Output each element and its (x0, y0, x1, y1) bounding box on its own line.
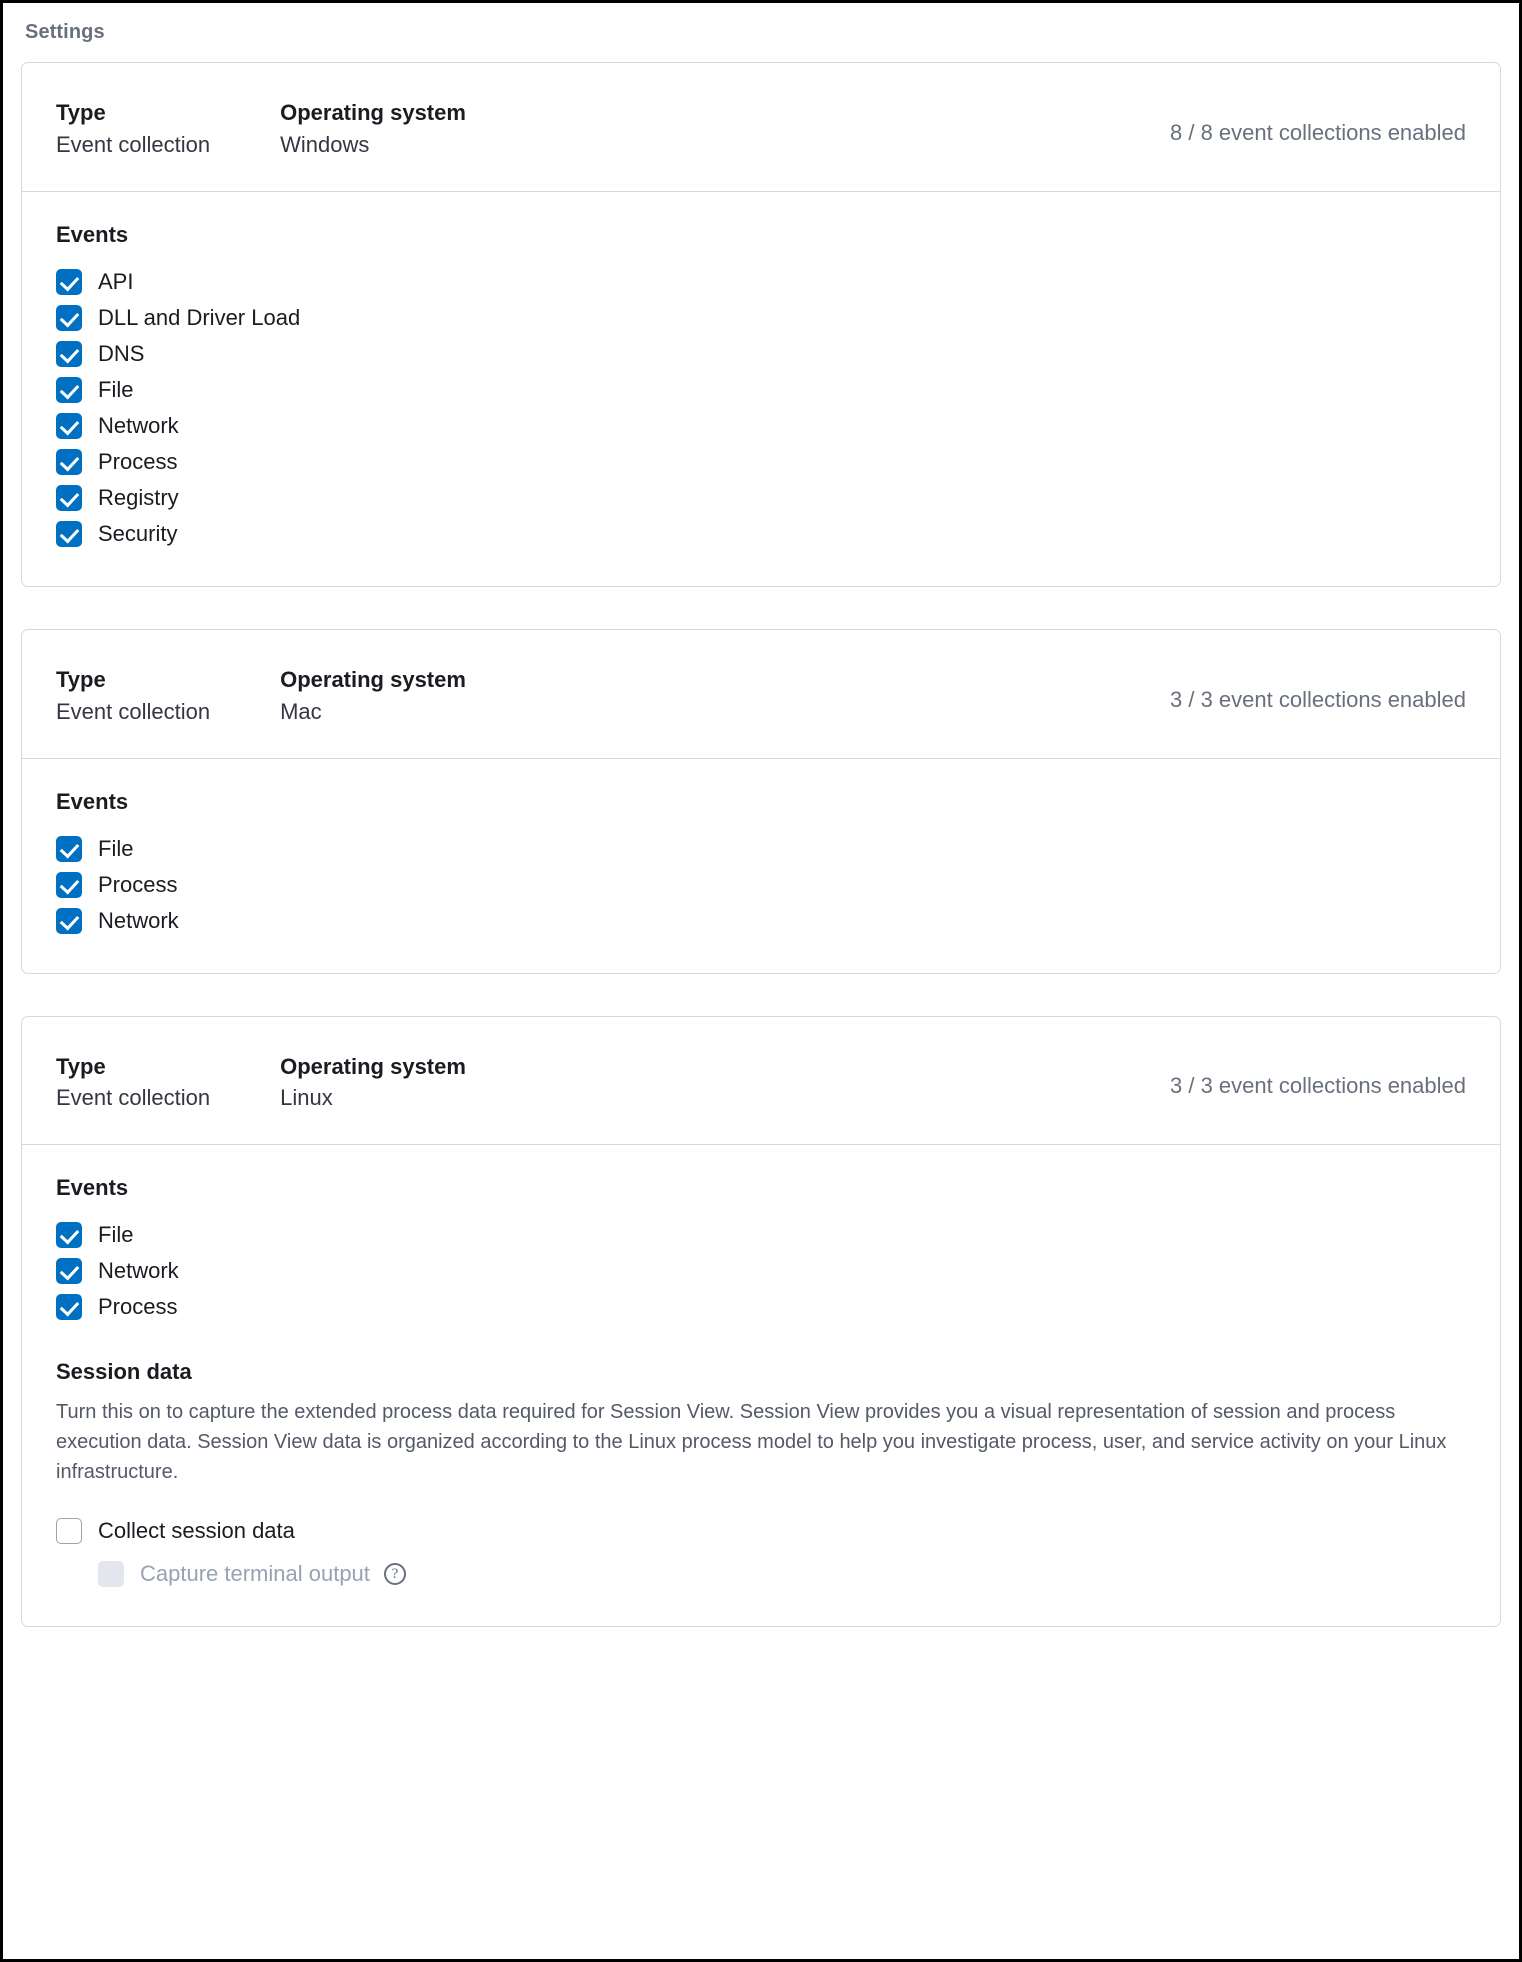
event-checkbox-row[interactable] (56, 903, 1466, 939)
event-label: Process (98, 1294, 178, 1320)
session-data-description: Turn this on to capture the extended process data required for Session View. Session View provides you a visual representation of session and process execution data. Session View data is organized according to the Linux process model to help you investigate process, user, and service activity on your Linux infrastructure. (56, 1401, 1447, 1484)
checkbox-checked-icon[interactable] (56, 1222, 82, 1248)
checkbox-checked-icon[interactable] (56, 413, 82, 439)
checkbox-checked-icon[interactable] (56, 377, 82, 403)
event-label: Network (98, 1258, 179, 1284)
panel-header (22, 63, 1500, 192)
event-label: File (98, 376, 134, 402)
checkbox-checked-icon[interactable] (56, 872, 82, 898)
panel-body (22, 192, 1500, 586)
type-value: Event collection (56, 131, 211, 157)
os-label: Operating system (280, 1053, 466, 1079)
collect-session-data-label: Collect session data (98, 1518, 295, 1544)
event-checkbox-row[interactable] (56, 1289, 1466, 1325)
panel-body (22, 759, 1500, 973)
checkbox-checked-icon[interactable] (56, 305, 82, 331)
os-label: Operating system (280, 666, 466, 692)
event-collection-panel-linux (21, 1016, 1501, 1628)
checkbox-checked-icon[interactable] (56, 521, 82, 547)
type-value: Event collection (56, 698, 211, 724)
event-checkbox-row[interactable] (56, 480, 1466, 516)
event-checkbox-row[interactable] (56, 264, 1466, 300)
checkbox-checked-icon[interactable] (56, 1294, 82, 1320)
event-label: Network (98, 907, 179, 933)
os-value: Linux (280, 1085, 333, 1111)
event-checkbox-row[interactable] (56, 1217, 1466, 1253)
event-collection-panel-mac (21, 629, 1501, 974)
checkbox-disabled-icon (98, 1561, 124, 1587)
event-collection-panel-windows (21, 62, 1501, 587)
type-value: Event collection (56, 1085, 211, 1111)
event-label: API (98, 268, 134, 294)
checkbox-checked-icon[interactable] (56, 836, 82, 862)
checkbox-checked-icon[interactable] (56, 341, 82, 367)
checkbox-checked-icon[interactable] (56, 449, 82, 475)
checkbox-checked-icon[interactable] (56, 485, 82, 511)
collect-session-data-row[interactable] (56, 1513, 1466, 1549)
capture-terminal-output-row (56, 1549, 1466, 1592)
os-meta (280, 1051, 466, 1115)
type-meta (56, 97, 210, 161)
type-label: Type (56, 1053, 106, 1079)
event-checkbox-row[interactable] (56, 444, 1466, 480)
type-meta (56, 1051, 210, 1115)
os-value: Windows (280, 131, 370, 157)
event-label: File (98, 835, 134, 861)
checkbox-checked-icon[interactable] (56, 908, 82, 934)
type-label: Type (56, 100, 106, 125)
events-heading: Events (56, 221, 129, 247)
event-checkbox-row[interactable] (56, 831, 1466, 867)
event-label: Security (98, 520, 178, 546)
checkbox-checked-icon[interactable] (56, 269, 82, 295)
session-data-heading: Session data (56, 1359, 192, 1385)
type-meta (56, 664, 210, 728)
event-checkbox-row[interactable] (56, 336, 1466, 372)
events-heading: Events (56, 788, 129, 814)
event-label: File (98, 1222, 134, 1248)
panel-header (22, 630, 1500, 759)
event-checkbox-row[interactable] (56, 1253, 1466, 1289)
event-label: Network (98, 412, 179, 438)
event-checkbox-row[interactable] (56, 867, 1466, 903)
panel-body (22, 1145, 1500, 1626)
page-title: Settings (25, 21, 105, 43)
event-checkbox-row[interactable] (56, 408, 1466, 444)
enabled-count-badge: 3 / 3 event collections enabled (1170, 686, 1466, 712)
event-label: Registry (98, 484, 179, 510)
panel-header (22, 1017, 1500, 1146)
event-checkbox-row[interactable] (56, 516, 1466, 552)
capture-terminal-output-label: Capture terminal output (140, 1561, 370, 1587)
os-label: Operating system (280, 100, 466, 125)
event-checkbox-row[interactable] (56, 372, 1466, 408)
os-value: Mac (280, 698, 322, 724)
event-checkbox-row[interactable] (56, 300, 1466, 336)
os-meta (280, 664, 466, 728)
os-meta (280, 97, 466, 161)
enabled-count-badge: 8 / 8 event collections enabled (1170, 119, 1466, 145)
type-label: Type (56, 666, 106, 692)
question-mark-icon[interactable]: ? (384, 1563, 406, 1585)
checkbox-unchecked-icon[interactable] (56, 1518, 82, 1544)
event-label: DNS (98, 340, 145, 366)
events-heading: Events (56, 1175, 129, 1201)
event-label: DLL and Driver Load (98, 304, 301, 330)
enabled-count-badge: 3 / 3 event collections enabled (1170, 1073, 1466, 1099)
checkbox-checked-icon[interactable] (56, 1258, 82, 1284)
event-label: Process (98, 871, 178, 897)
event-label: Process (98, 448, 178, 474)
